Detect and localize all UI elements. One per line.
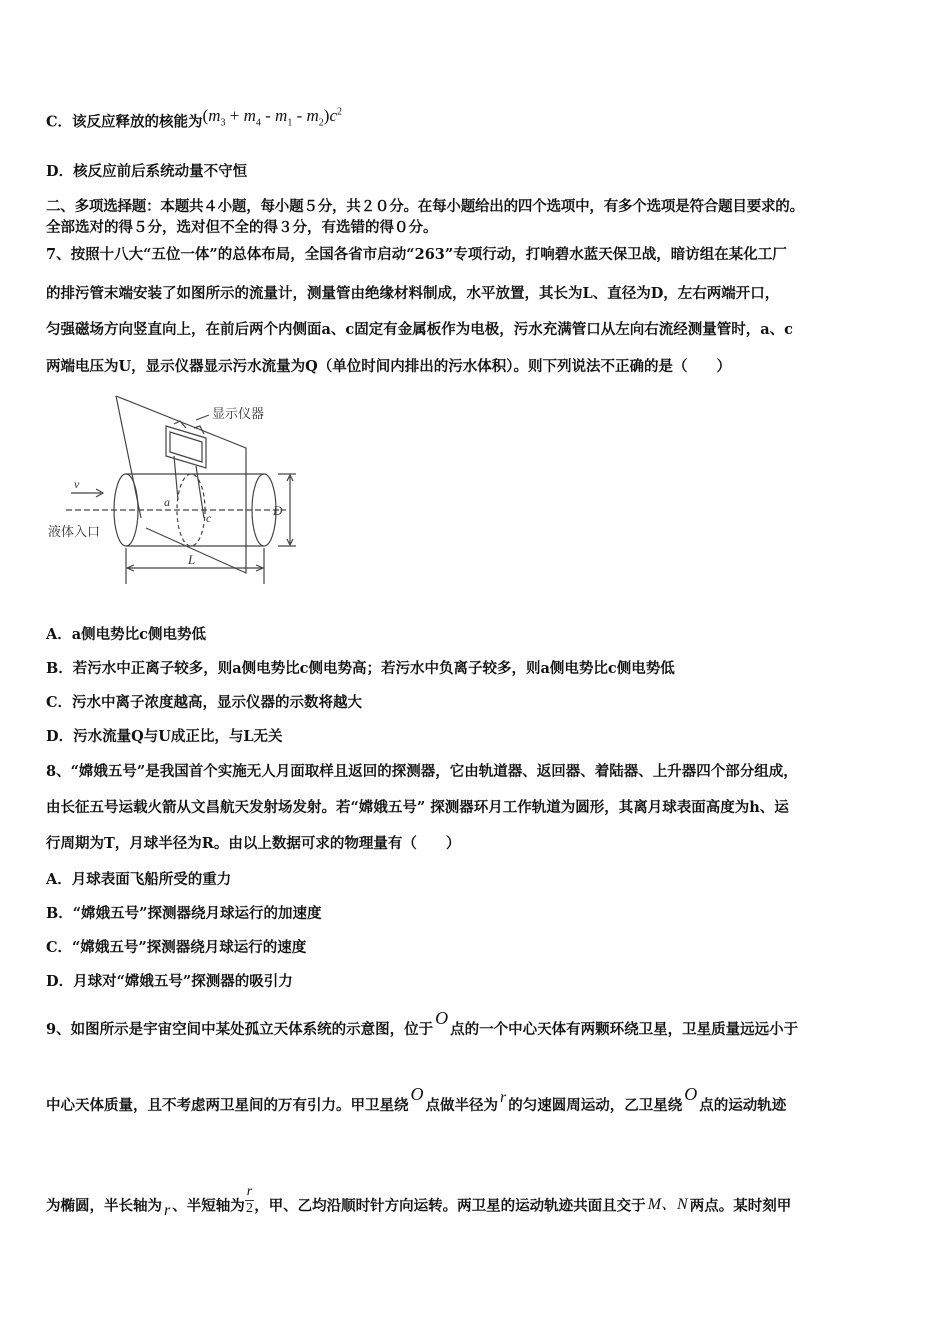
option-text: a侧电势比c侧电势低 (71, 626, 206, 643)
option-text: 若污水中正离子较多，则a侧电势比c侧电势高；若污水中负离子较多，则a侧电势比c侧电势低 (72, 660, 675, 677)
nuclear-energy-formula: $(m_3 + m_4 - m_1 - m_2)c^2$ (202, 105, 342, 129)
q7-option-d (46, 727, 910, 747)
q7-stem-line-3: 匀强磁场方向竖直向上，在前后两个内侧面a、c固定有金属板作为电极，污水充满管口从左向右流经测量管时，a、c (46, 321, 793, 338)
electrode-a-label: a (164, 495, 170, 509)
q9-text: 点的一个中心天体有两颗环绕卫星，卫星质量远远小于 (450, 1021, 799, 1038)
option-label: D． (46, 973, 74, 990)
section-heading-line-1: 二、多项选择题：本题共４小题，每小题５分，共２０分。在每小题给出的四个选项中，有多个选项是符合题目要求的。 (46, 198, 804, 215)
fraction-denominator: 2 (245, 1201, 253, 1216)
radius-r: r (500, 1089, 507, 1106)
q8-option-a (46, 870, 910, 890)
q7-option-b (46, 659, 910, 679)
q9-text: 点的运动轨迹 (699, 1097, 787, 1114)
q8-option-c (46, 938, 910, 958)
semi-major-r: r (164, 1201, 171, 1219)
option-label: D． (46, 163, 74, 180)
point-o: O (410, 1084, 424, 1104)
q8-stem-line-1: 8、“嫦娥五号”是我国首个实施无人月面取样且返回的探测器，它由轨道器、返回器、着陆器、上升器四个部分组成， (46, 763, 798, 780)
fraction-r-over-2 (245, 1184, 254, 1217)
option-label: D． (46, 728, 74, 745)
option-text: “嫦娥五号”探测器绕月球运行的加速度 (72, 905, 322, 922)
q9-text: 中心天体质量，且不考虑两卫星间的万有引力。甲卫星绕 (46, 1097, 409, 1114)
q6-option-d (46, 162, 910, 182)
point-o: O (435, 1008, 449, 1028)
q9-text: 、半短轴为 (172, 1197, 245, 1215)
option-text: 污水中离子浓度越高，显示仪器的示数将越大 (72, 694, 363, 711)
option-text: 该反应释放的核能为 (72, 113, 203, 131)
option-label: C． (46, 113, 73, 131)
q8-option-d (46, 972, 910, 992)
length-label: L (188, 552, 196, 567)
point-o: O (684, 1084, 698, 1104)
q9-text: 两点。某时刻甲 (689, 1197, 792, 1215)
q7-option-a (46, 625, 910, 645)
option-text: 月球对“嫦娥五号”探测器的吸引力 (73, 973, 293, 990)
q7-stem-line-4: 两端电压为U，显示仪器显示污水流量为Q（单位时间内排出的污水体积）。则下列说法不正确的是（ ） (46, 358, 732, 375)
q8-stem-line-2: 由长征五号运载火箭从文昌航天发射场发射。若“嫦娥五号” 探测器环月工作轨道为圆形，其离月球表面高度为h、运 (46, 799, 789, 816)
q7-option-c (46, 693, 910, 713)
option-label: C． (46, 939, 73, 956)
q7-stem-line-1: 7、按照十八大“五位一体”的总体布局，全国各省市启动“263”专项行动，打响碧水蓝天保卫战，暗访组在某化工厂 (46, 246, 787, 263)
option-text: 月球表面飞船所受的重力 (71, 871, 232, 888)
q6-option-c (46, 105, 910, 136)
option-label: B． (46, 660, 73, 677)
fraction-numerator: r (246, 1184, 253, 1199)
display-device-label: 显示仪器 (212, 406, 265, 421)
q7-stem-line-2: 的排污管末端安装了如图所示的流量计，测量管由绝缘材料制成，水平放置，其长为L、直径为D，左右两端开口， (46, 285, 780, 302)
q9-text: 的匀速圆周运动，乙卫星绕 (508, 1097, 683, 1114)
q8-stem-line-3: 行周期为T，月球半径为R。由以上数据可求的物理量有（ ） (46, 835, 461, 852)
section-heading-line-2: 全部选对的得５分，选对但不全的得３分，有选错的得０分。 (46, 219, 438, 236)
q9-line-3 (46, 1184, 910, 1223)
option-text: 污水流量Q与U成正比，与L无关 (73, 728, 283, 745)
option-label: B． (46, 905, 73, 922)
q9-text: 9、如图所示是宇宙空间中某处孤立天体系统的示意图，位于 (46, 1021, 434, 1038)
option-label: A． (46, 871, 72, 888)
option-label: C． (46, 694, 73, 711)
pipe-cross-section (177, 474, 205, 546)
velocity-label: v (74, 477, 80, 491)
diameter-label: D (273, 503, 283, 518)
q9-text: ，甲、乙均沿顺时针方向运转。两卫星的运动轨迹共面且交于 (254, 1197, 646, 1215)
inlet-label: 液体入口 (48, 524, 101, 539)
q9-line-1 (46, 1008, 910, 1040)
q9-text: 点做半径为 (425, 1097, 498, 1114)
option-text: “嫦娥五号”探测器绕月球运行的速度 (72, 939, 307, 956)
option-label: A． (46, 626, 72, 643)
q9-line-2 (46, 1084, 910, 1116)
q8-option-b (46, 904, 910, 924)
electrode-c-label: c (206, 511, 212, 525)
q9-text: 为椭圆，半长轴为 (46, 1197, 162, 1215)
option-text: 核反应前后系统动量不守恒 (73, 163, 248, 180)
flowmeter-figure (46, 388, 306, 588)
points-m-n: M、N (647, 1195, 688, 1213)
